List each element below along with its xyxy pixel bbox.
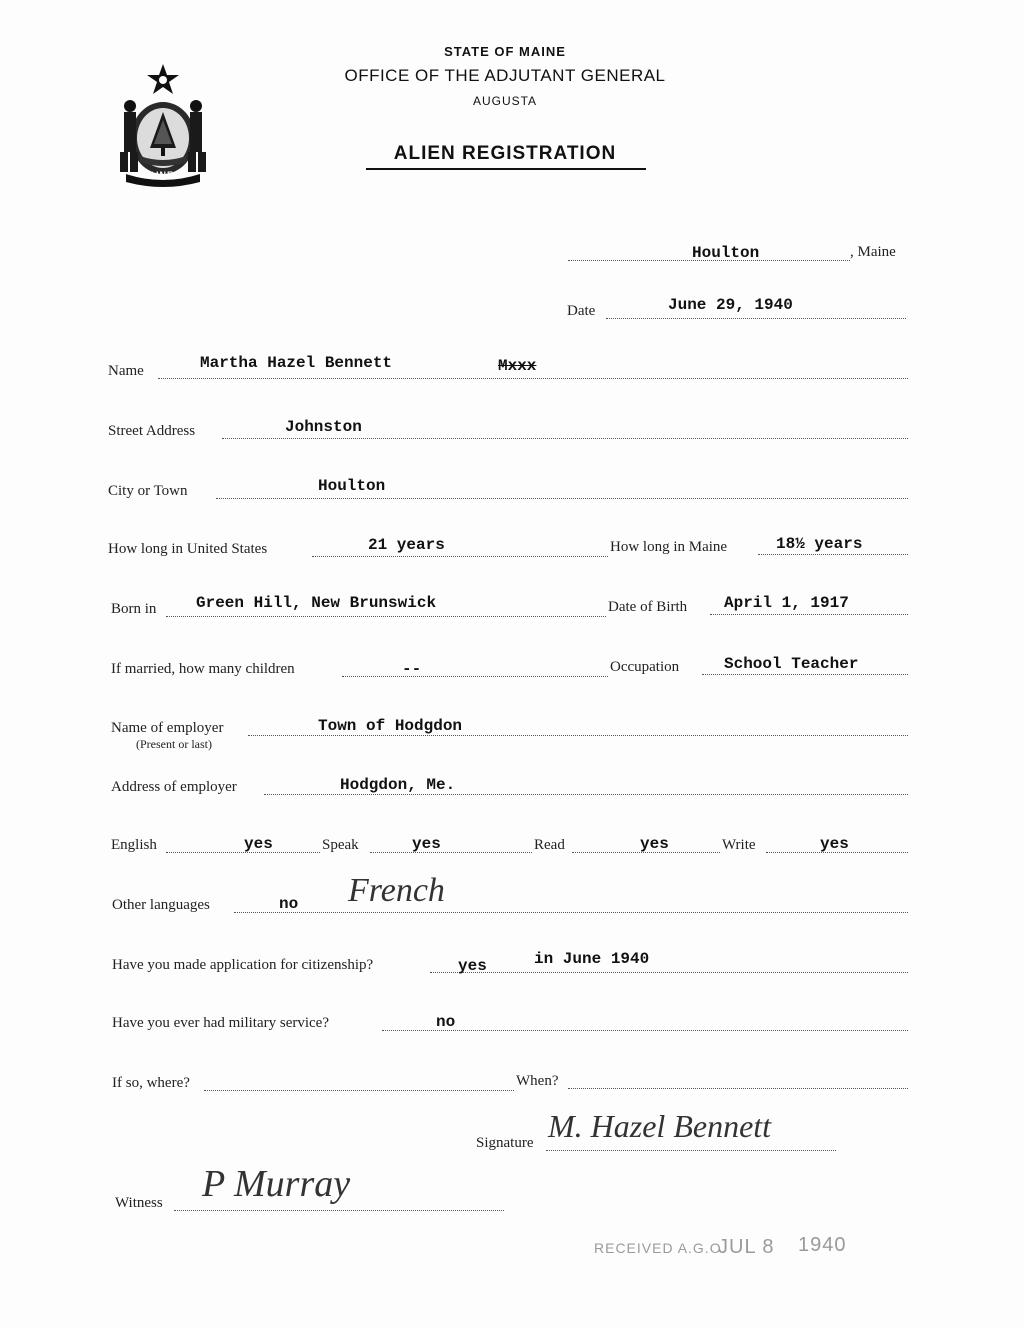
military-value: no — [436, 1013, 456, 1031]
maine-duration-label: How long in Maine — [610, 539, 728, 555]
employer-label: Name of employer — [111, 720, 224, 736]
military-label: Have you ever had military service? — [112, 1015, 329, 1031]
date-line — [606, 318, 906, 319]
occupation-line — [702, 674, 908, 675]
seal-banner-text: MAINE — [140, 170, 174, 180]
english-value: yes — [244, 835, 273, 853]
employer-sublabel: (Present or last) — [136, 737, 212, 751]
street-line — [222, 438, 908, 439]
street-value: Johnston — [285, 418, 362, 436]
city-value: Houlton — [318, 477, 386, 495]
occupation-label: Occupation — [610, 659, 680, 675]
citizenship-detail: in June 1940 — [534, 950, 650, 968]
employer-address-line — [264, 794, 908, 795]
dob-label: Date of Birth — [608, 599, 688, 615]
name-line — [158, 378, 908, 379]
us-duration-line — [312, 556, 608, 557]
military-line — [382, 1030, 908, 1031]
maine-duration-line — [758, 554, 908, 555]
title-underline — [366, 168, 646, 170]
name-value: Martha Hazel Bennett — [200, 354, 393, 372]
other-languages-handwritten: French — [348, 872, 445, 909]
write-value: yes — [820, 835, 849, 853]
city-line — [216, 498, 908, 499]
location-suffix: , Maine — [850, 244, 896, 260]
street-label: Street Address — [108, 423, 196, 439]
witness-handwritten: P Murray — [202, 1163, 351, 1205]
maine-state-seal — [108, 60, 218, 188]
write-label: Write — [722, 837, 756, 853]
us-duration-label: How long in United States — [108, 541, 268, 557]
speak-value: yes — [412, 835, 441, 853]
employer-address-label: Address of employer — [111, 779, 237, 795]
employer-address-value: Hodgdon, Me. — [340, 776, 456, 794]
us-duration-value: 21 years — [368, 536, 445, 554]
maine-duration-value: 18½ years — [776, 535, 863, 553]
header-office: OFFICE OF THE ADJUTANT GENERAL — [344, 66, 666, 85]
english-line — [166, 852, 320, 853]
when-line — [568, 1088, 908, 1089]
children-value: -- — [402, 660, 422, 678]
received-stamp-year: 1940 — [798, 1234, 847, 1256]
signature-label: Signature — [476, 1135, 534, 1151]
header-state: STATE OF MAINE — [444, 44, 566, 59]
born-value: Green Hill, New Brunswick — [196, 594, 437, 612]
city-label: City or Town — [108, 483, 188, 499]
name-strikeout: Mxxx — [498, 357, 537, 375]
other-languages-label: Other languages — [112, 897, 210, 913]
citizenship-value: yes — [458, 957, 487, 975]
employer-value: Town of Hodgdon — [318, 717, 463, 735]
where-label: If so, where? — [112, 1075, 190, 1091]
born-line — [166, 616, 606, 617]
other-languages-line — [234, 912, 908, 913]
speak-label: Speak — [322, 837, 359, 853]
document-title: ALIEN REGISTRATION — [393, 143, 617, 164]
when-label: When? — [516, 1073, 559, 1089]
english-label: English — [111, 837, 157, 853]
witness-line — [174, 1210, 504, 1211]
header-city: AUGUSTA — [472, 94, 538, 108]
born-label: Born in — [111, 601, 157, 617]
received-stamp-label: RECEIVED A.G.O. — [594, 1240, 727, 1256]
citizenship-line — [430, 972, 908, 973]
employer-line — [248, 735, 908, 736]
witness-label: Witness — [115, 1195, 163, 1211]
read-label: Read — [534, 837, 565, 853]
other-languages-value: no — [279, 895, 299, 913]
signature-line — [546, 1150, 836, 1151]
location-value: Houlton — [692, 244, 760, 262]
signature-handwritten: M. Hazel Bennett — [548, 1108, 772, 1144]
dob-line — [710, 614, 908, 615]
received-stamp-date: JUL 8 — [718, 1236, 775, 1258]
name-label: Name — [108, 363, 144, 379]
where-line — [204, 1090, 514, 1091]
dob-value: April 1, 1917 — [724, 594, 849, 612]
date-value: June 29, 1940 — [668, 296, 793, 314]
read-value: yes — [640, 835, 669, 853]
children-label: If married, how many children — [111, 661, 295, 677]
speak-line — [370, 852, 532, 853]
children-line — [342, 676, 608, 677]
occupation-value: School Teacher — [724, 655, 859, 673]
date-label: Date — [567, 303, 596, 319]
citizenship-label: Have you made application for citizenship? — [112, 957, 374, 973]
